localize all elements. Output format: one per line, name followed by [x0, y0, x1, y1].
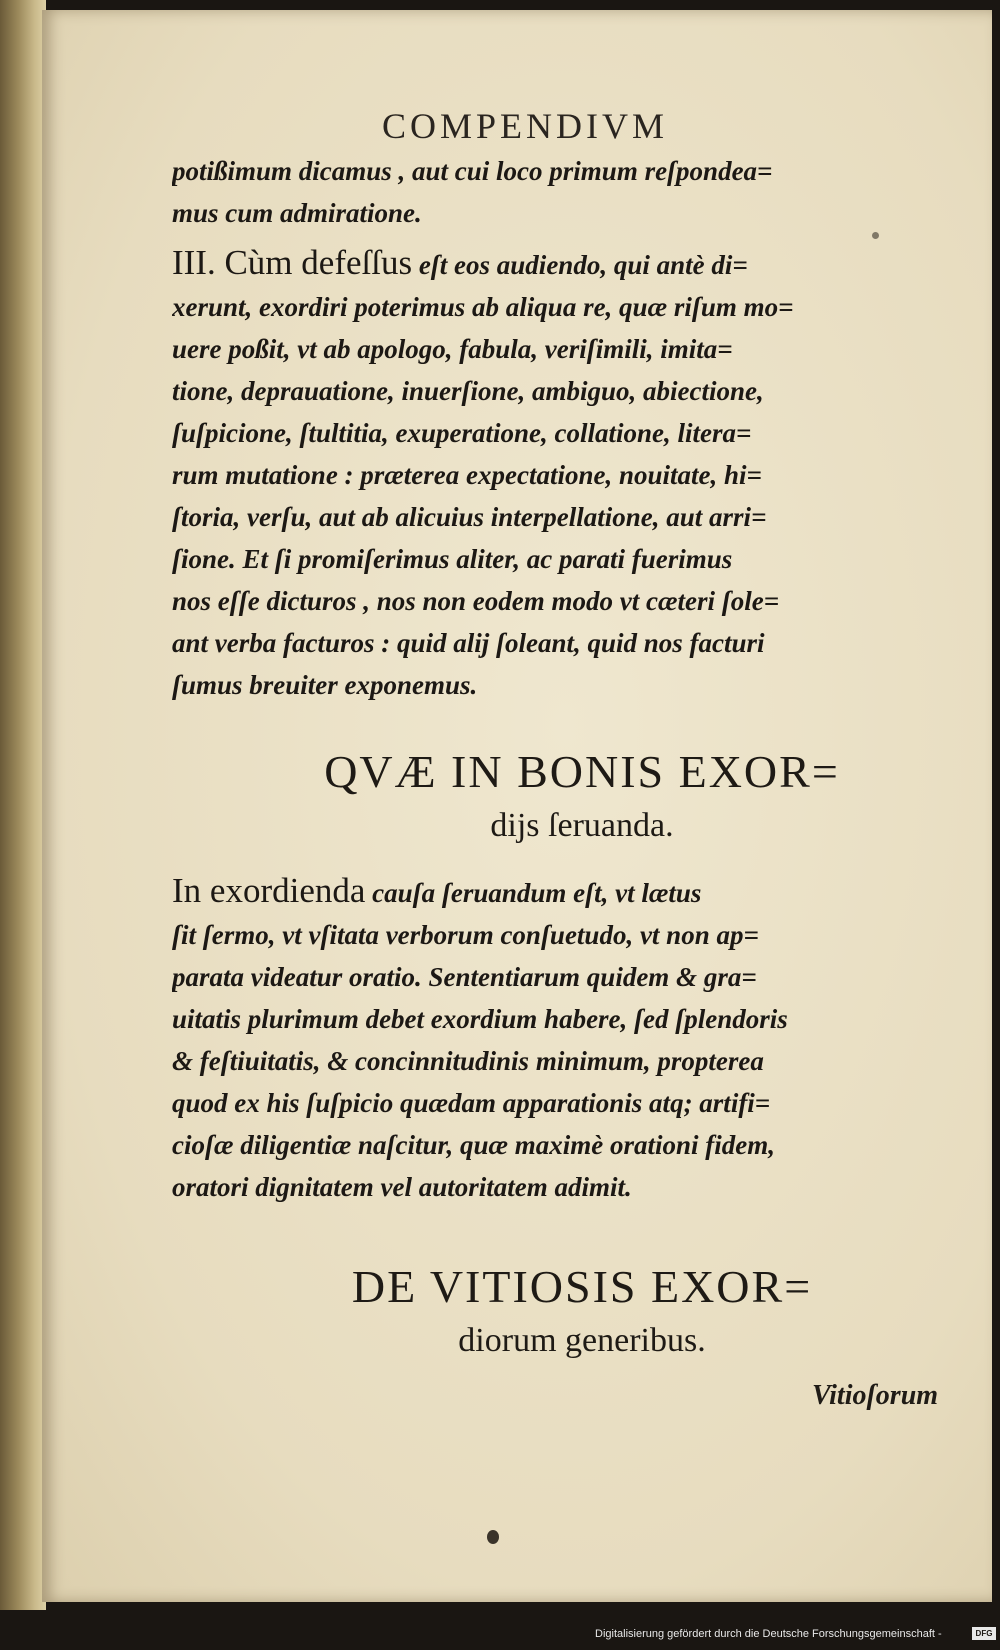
- heading-main: DE VITIOSIS EXOR=: [351, 1261, 813, 1312]
- section-heading: [212, 745, 952, 853]
- text-line: tione, deprauatione, inuerſione, ambiguo, abiectione,: [172, 376, 764, 406]
- paragraph-continuation: [172, 150, 952, 234]
- text-line: oratori dignitatem vel autoritatem adimit.: [172, 1172, 632, 1202]
- text-line: ſuſpicione, ſtultitia, exuperatione, collatione, litera=: [172, 418, 752, 448]
- digitization-credit: Digitalisierung gefördert durch die Deutsche Forschungsgemeinschaft -: [595, 1628, 942, 1640]
- text-line: parata videatur oratio. Sententiarum quidem & gra=: [172, 962, 757, 992]
- text-line: rum mutatione : præterea expectatione, nouitate, hi=: [172, 460, 762, 490]
- book-page: [42, 10, 992, 1602]
- dfg-logo: DFG: [972, 1627, 996, 1640]
- text-line: cioſæ diligentiæ naſcitur, quæ maximè orationi fidem,: [172, 1130, 776, 1160]
- text-line: quod ex his ſuſpicio quædam apparationis atq; artifi=: [172, 1088, 771, 1118]
- text-line: In exordienda cauſa ſeruandum eſt, vt lætus: [172, 871, 702, 910]
- paragraph-lead: In exordienda: [172, 871, 366, 910]
- text-line: & feſtiuitatis, & concinnitudinis minimum, propterea: [172, 1046, 764, 1076]
- catchword: Vitioſorum: [812, 1380, 939, 1411]
- text-line: ſit ſermo, vt vſitata verborum conſuetudo, vt non ap=: [172, 920, 759, 950]
- text-line: ant verba facturos : quid alij ſoleant, quid nos facturi: [172, 628, 765, 658]
- section-heading: [212, 1260, 952, 1368]
- text-line: III. Cùm defeſſus eſt eos audiendo, qui antè di=: [172, 243, 748, 282]
- text-line: ſione. Et ſi promiſerimus aliter, ac parati fuerimus: [172, 544, 733, 574]
- heading-sub: diorum generibus.: [458, 1322, 706, 1359]
- ink-spot: [487, 1530, 499, 1544]
- text-line: potißimum dicamus , aut cui loco primum reſpondea=: [172, 156, 773, 186]
- running-head: COMPENDIVM: [382, 106, 669, 146]
- text-line: mus cum admiratione.: [172, 198, 422, 228]
- heading-sub: dijs ſeruanda.: [490, 807, 674, 844]
- text-line: ſtoria, verſu, aut ab alicuius interpellatione, aut arri=: [172, 502, 767, 532]
- book-spine-edge: [0, 0, 46, 1610]
- paragraph-lead: III. Cùm defeſſus: [172, 243, 413, 282]
- heading-main: QVÆ IN BONIS EXOR=: [324, 746, 840, 797]
- text-line: xerunt, exordiri poterimus ab aliqua re, quæ riſum mo=: [172, 292, 794, 322]
- text-line: uitatis plurimum debet exordium habere, ſed ſplendoris: [172, 1004, 788, 1034]
- ink-spot: [872, 232, 879, 239]
- paragraph-III: [172, 242, 952, 706]
- text-line: nos eſſe dicturos , nos non eodem modo vt cæteri ſole=: [172, 586, 780, 616]
- paragraph-exordium: [172, 870, 952, 1208]
- text-line: ſumus breuiter exponemus.: [172, 670, 478, 700]
- text-line: uere poßit, vt ab apologo, fabula, veriſimili, imita=: [172, 334, 733, 364]
